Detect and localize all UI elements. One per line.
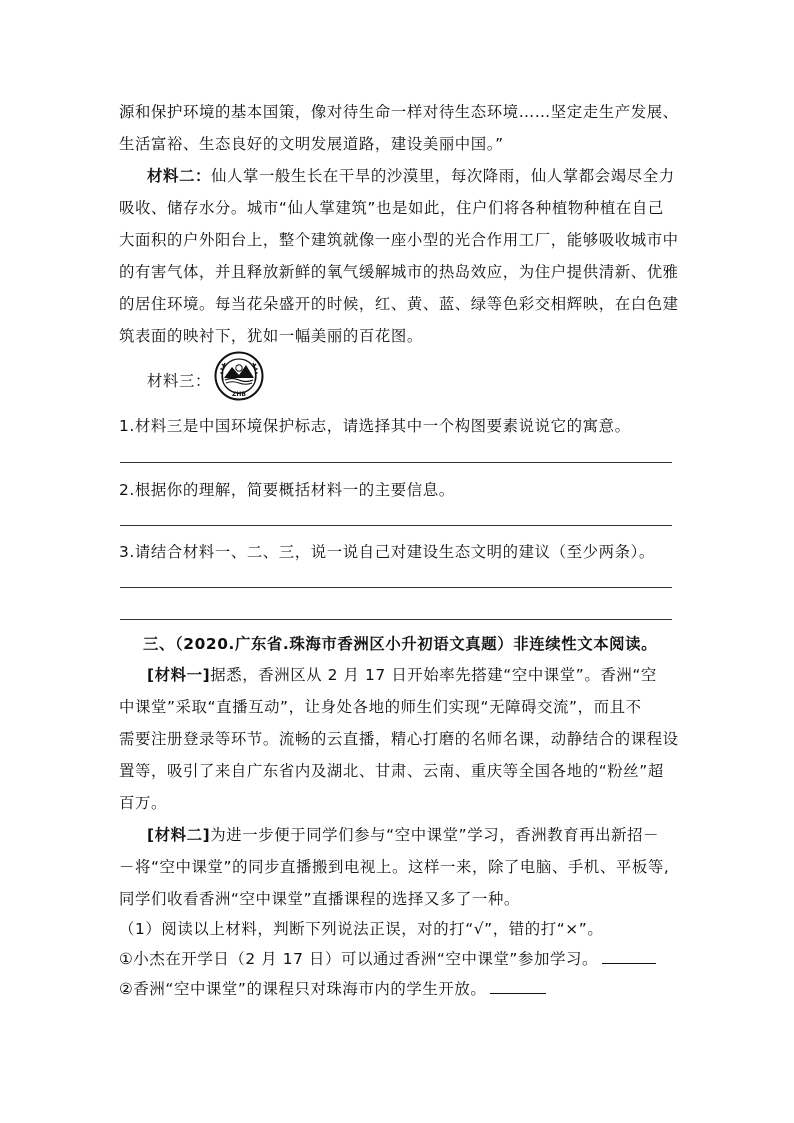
question-2: 2.根据你的理解，简要概括材料一的主要信息。 (119, 481, 455, 499)
material2-line-2: 吸收、储存水分。城市“仙人掌建筑”也是如此，住户们将各种植物种植在自己 (119, 199, 664, 217)
s3-material2-first-line (147, 823, 659, 845)
answer-line-4[interactable] (120, 619, 672, 620)
material2-line-6: 筑表面的映衬下，犹如一幅美丽的百花图。 (119, 327, 423, 345)
material2-first-line (147, 164, 675, 186)
material2-label: 材料二： (147, 167, 211, 185)
question-3: 3.请结合材料一、二、三，说一说自己对建设生态文明的建议（至少两条）。 (119, 543, 655, 561)
answer-line-2[interactable] (120, 525, 672, 526)
material1-line-2: 生活富裕、生态良好的文明发展道路，建设美丽中国。” (119, 135, 504, 153)
material1-line-1: 源和保护环境的基本国策，像对待生命一样对待生态环境……坚定走生产发展、 (119, 103, 679, 121)
answer-line-1[interactable] (120, 462, 672, 463)
s3-material2-line-3: 同学们收看香洲“空中课堂”直播课程的选择又多了一种。 (119, 890, 520, 908)
material2-line-4: 的有害气体，并且释放新鲜的氧气缓解城市的热岛效应，为住户提供清新、优雅 (119, 263, 679, 281)
statement-1: ①小杰在开学日（2 月 17 日）可以通过香洲“空中课堂”参加学习。 (119, 950, 598, 968)
s3-material1-label: [材料一] (147, 666, 211, 684)
material2-line-3: 大面积的户外阳台上，整个建筑就像一座小型的光合作用工厂，能够吸收城市中 (119, 231, 679, 249)
statement-2-row (119, 977, 546, 999)
material2-text: 仙人掌一般生长在干旱的沙漠里，每次降雨，仙人掌都会竭尽全力 (210, 167, 675, 185)
section3-heading: 三、（2020.广东省.珠海市香洲区小升初语文真题）非连续性文本阅读。 (143, 635, 658, 653)
statement-2-answer-blank[interactable] (490, 979, 546, 994)
statement-2: ②香洲“空中课堂”的课程只对珠海市内的学生开放。 (119, 980, 487, 998)
material2-line-5: 的居住环境。每当花朵盛开的时候，红、黄、蓝、绿等色彩交相辉映，在白色建 (119, 295, 679, 313)
s3-material2-label: [材料二] (147, 826, 211, 844)
statement-1-answer-blank[interactable] (602, 949, 656, 964)
s3-material1-text: 据悉，香洲区从 2 月 17 日开始率先搭建“空中课堂”。香洲“空 (210, 666, 657, 684)
s3-material2-line-2: －将“空中课堂”的同步直播搬到电视上。这样一来，除了电脑、手机、平板等, (119, 858, 670, 876)
s3-material1-line-4: 置等，吸引了来自广东省内及湖北、甘肃、云南、重庆等全国各地的“粉丝”超 (119, 762, 664, 780)
material3-label: 材料三： (147, 372, 211, 390)
s3-question-intro: （1）阅读以上材料，判断下列说法正误，对的打“√”，错的打“×”。 (119, 920, 604, 938)
logo-text: ZHB (232, 391, 246, 398)
statement-1-row (119, 947, 656, 969)
environmental-protection-logo-icon (214, 351, 264, 401)
s3-material1-line-3: 需要注册登录等环节。流畅的云直播，精心打磨的名师名课，动静结合的课程设 (119, 730, 679, 748)
s3-material1-line-5: 百万。 (119, 794, 167, 812)
s3-material2-text: 为进一步便于同学们参与“空中课堂”学习，香洲教育再出新招－ (210, 826, 660, 844)
s3-material1-first-line (147, 663, 657, 685)
question-1: 1.材料三是中国环境保护标志，请选择其中一个构图要素说说它的寓意。 (119, 417, 631, 435)
s3-material1-line-2: 中课堂”采取“直播互动”，让身处各地的师生们实现“无障碍交流”，而且不 (119, 698, 642, 716)
answer-line-3[interactable] (120, 587, 672, 588)
